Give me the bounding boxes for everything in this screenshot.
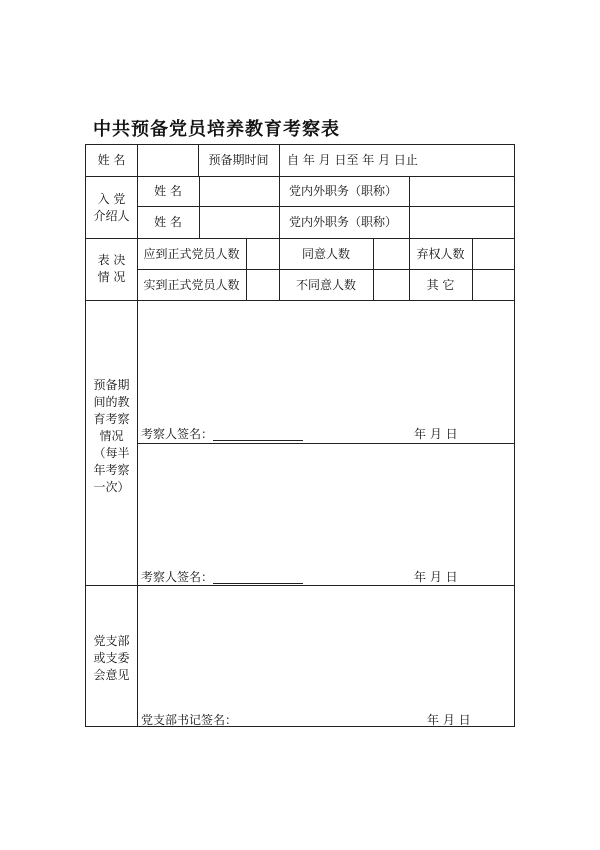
cell-divider	[279, 176, 280, 238]
label-column-divider	[137, 145, 138, 726]
abstain-label: 弃权人数	[416, 247, 465, 261]
inspector-1-signature-line	[213, 429, 303, 441]
introducer-label-line2: 介绍人	[93, 209, 130, 223]
branch-secretary-signature	[141, 713, 327, 727]
agree-label: 同意人数	[301, 247, 350, 261]
row-divider	[86, 300, 514, 301]
attended-label: 实到正式党员人数	[143, 278, 240, 292]
evaluation-form-table	[85, 144, 515, 727]
form-title: 中共预备党员培养教育考察表	[93, 119, 340, 140]
inspection-2-date: 年 月 日	[414, 570, 458, 584]
inspector-2-signature-line	[213, 572, 303, 584]
inspection-label-line: 情况	[99, 429, 124, 443]
branch-secretary-signature-line	[237, 715, 327, 727]
inspection-label-line: 一次）	[93, 480, 130, 494]
branch-opinion-label	[86, 634, 137, 682]
introducer-2-name-label: 姓 名	[154, 215, 182, 229]
introducer-2-position-label: 党内外职务（职称）	[289, 215, 398, 229]
row-divider	[137, 206, 514, 207]
inspection-1-date: 年 月 日	[414, 427, 458, 441]
introducer-1-position-label: 党内外职务（职称）	[289, 184, 398, 198]
vote-label-line2: 情 况	[97, 270, 126, 284]
inspector-1-label: 考察人签名：	[141, 427, 214, 441]
branch-secretary-label: 党支部书记签名：	[141, 713, 238, 727]
cell-divider	[279, 145, 280, 176]
inspector-1-signature	[141, 427, 303, 441]
row-divider	[137, 443, 514, 444]
period-value: 自 年 月 日至 年 月 日止	[287, 153, 418, 167]
cell-divider	[373, 238, 374, 300]
row-divider	[86, 176, 514, 177]
branch-label-line: 党支部	[93, 634, 130, 648]
introducer-label-line1: 入 党	[97, 192, 126, 206]
cell-divider	[199, 176, 200, 238]
inspection-label-line: 年考察	[93, 463, 130, 477]
branch-label-line: 会意见	[93, 668, 130, 682]
inspection-label-line: （每半	[93, 446, 130, 460]
inspector-2-label: 考察人签名：	[141, 570, 214, 584]
name-label: 姓 名	[97, 153, 126, 167]
cell-divider	[246, 238, 247, 300]
row-divider	[86, 238, 514, 239]
inspection-label-line: 间的教	[93, 395, 130, 409]
period-label: 预备期时间	[208, 153, 269, 167]
vote-label-line1: 表 决	[97, 253, 126, 267]
other-label: 其 它	[426, 278, 455, 292]
cell-divider	[472, 238, 473, 300]
introducer-1-name-label: 姓 名	[154, 184, 182, 198]
inspection-label	[86, 378, 137, 494]
branch-date: 年 月 日	[427, 713, 471, 727]
row-divider	[86, 585, 514, 586]
branch-label-line: 或支委	[93, 651, 130, 665]
row-divider	[137, 269, 514, 270]
cell-divider	[409, 176, 410, 238]
disagree-label: 不同意人数	[295, 278, 356, 292]
should-attend-label: 应到正式党员人数	[143, 247, 240, 261]
inspector-2-signature	[141, 570, 303, 584]
inspection-label-line: 育考察	[93, 412, 130, 426]
inspection-label-line: 预备期	[93, 378, 130, 392]
